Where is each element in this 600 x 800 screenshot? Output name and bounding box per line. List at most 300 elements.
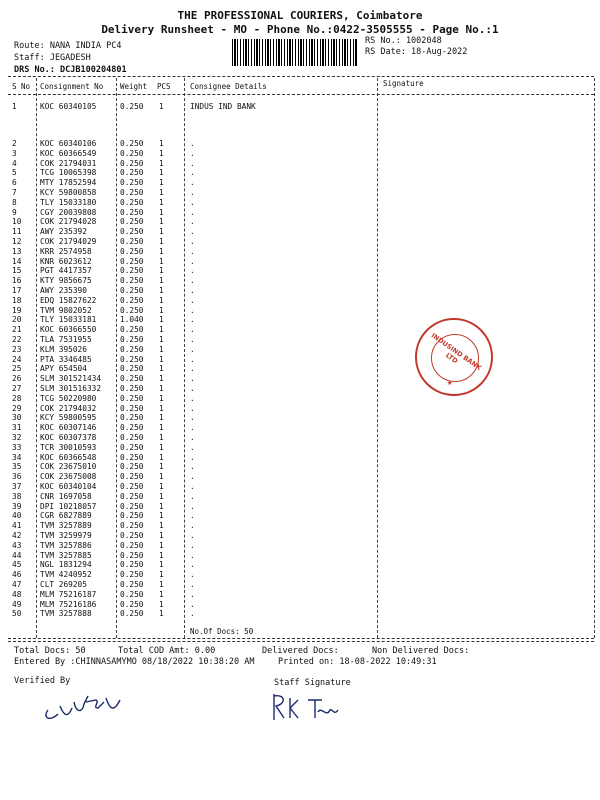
row-sno: 21 xyxy=(12,325,22,335)
weight: 0.250 xyxy=(120,256,144,266)
table-row xyxy=(0,551,600,561)
pcs: 1 xyxy=(159,237,164,246)
table-row xyxy=(0,355,600,365)
weight: 0.250 xyxy=(120,148,144,158)
weight: 0.250 xyxy=(120,384,144,393)
weight: 0.250 xyxy=(120,599,144,609)
consignment-no: KRR 2574958 xyxy=(40,246,92,256)
pcs: 1 xyxy=(159,276,164,286)
pcs: 1 xyxy=(159,217,164,227)
weight: 0.250 xyxy=(120,295,144,305)
pcs: 1 xyxy=(159,188,164,197)
table-row xyxy=(0,345,600,355)
row-sno: 23 xyxy=(12,344,22,354)
row-sno: 38 xyxy=(12,491,22,501)
pcs: 1 xyxy=(159,315,164,325)
consignment-no: SLM 301516332 xyxy=(40,384,102,393)
table-row xyxy=(0,178,600,188)
row-sno: 47 xyxy=(12,580,22,589)
row-sno: 36 xyxy=(12,472,22,482)
weight: 1.040 xyxy=(120,315,144,325)
weight: 0.250 xyxy=(120,335,144,344)
table-row xyxy=(0,404,600,414)
weight: 0.250 xyxy=(120,178,144,188)
row-sno: 45 xyxy=(12,560,22,570)
consignment-no: KOC 60366548 xyxy=(40,452,97,462)
weight: 0.250 xyxy=(120,305,144,315)
pcs: 1 xyxy=(159,452,164,462)
pcs: 1 xyxy=(159,589,164,599)
route-label: Route: NANA INDIA PC4 xyxy=(14,41,122,51)
stamp-text: INDUSIND BANK LTD xyxy=(429,331,483,372)
pcs: 1 xyxy=(159,374,164,384)
table-row xyxy=(0,188,600,198)
weight: 0.250 xyxy=(120,364,144,374)
document-title: THE PROFESSIONAL COURIERS, Coimbatore xyxy=(177,9,423,22)
table-row xyxy=(0,168,600,178)
pcs: 1 xyxy=(159,462,164,472)
row-sno: 43 xyxy=(12,540,22,550)
row-sno: 46 xyxy=(12,570,22,580)
table-row xyxy=(0,335,600,345)
table-row xyxy=(0,257,600,267)
table-row xyxy=(0,413,600,423)
consignee: . xyxy=(190,266,195,276)
table-row xyxy=(0,560,600,570)
weight: 0.250 xyxy=(120,344,144,354)
pcs: 1 xyxy=(159,384,164,393)
row-sno: 27 xyxy=(12,384,22,393)
consignment-no: KTY 9856675 xyxy=(40,276,92,286)
weight: 0.250 xyxy=(120,511,144,521)
consignee: . xyxy=(190,550,195,560)
pcs: 1 xyxy=(159,501,164,511)
consignee: . xyxy=(190,482,195,491)
consignee: . xyxy=(190,178,195,188)
pcs: 1 xyxy=(159,305,164,315)
weight: 0.250 xyxy=(120,462,144,472)
rs-date-label: RS Date: 18-Aug-2022 xyxy=(365,47,468,57)
pcs: 1 xyxy=(159,158,164,168)
consignment-no: KOC 60307146 xyxy=(40,423,97,433)
table-row xyxy=(0,227,600,237)
consignment-no: TCG 50220980 xyxy=(40,393,97,403)
total-docs: Total Docs: 50 xyxy=(14,646,86,656)
consignment-no: KNR 6023612 xyxy=(40,256,92,266)
row-sno: 44 xyxy=(12,550,22,560)
verified-by-label: Verified By xyxy=(14,676,71,686)
pcs: 1 xyxy=(159,403,164,413)
staff-signature-label: Staff Signature xyxy=(274,678,351,688)
column-pcs: PCS xyxy=(157,82,171,91)
table-row xyxy=(0,374,600,384)
consignment-no: TVM 3257889 xyxy=(40,521,92,531)
consignee: . xyxy=(190,364,195,374)
weight: 0.250 xyxy=(120,521,144,531)
consignment-no: TVM 9802052 xyxy=(40,305,92,315)
consignee: . xyxy=(190,521,195,531)
consignee: . xyxy=(190,158,195,168)
consignee: . xyxy=(190,433,195,442)
weight: 0.250 xyxy=(120,403,144,413)
weight: 0.250 xyxy=(120,472,144,482)
consignment-no: KOC 60307378 xyxy=(40,433,97,442)
row-sno: 28 xyxy=(12,393,22,403)
table-row xyxy=(0,159,600,169)
consignment-no: TCR 30010593 xyxy=(40,442,97,452)
consignee: . xyxy=(190,452,195,462)
weight: 0.250 xyxy=(120,168,144,178)
consignee: . xyxy=(190,491,195,501)
table-row xyxy=(0,247,600,257)
row-sno: 15 xyxy=(12,266,22,276)
pcs: 1 xyxy=(159,207,164,217)
weight: 0.250 xyxy=(120,102,144,111)
pcs: 1 xyxy=(159,344,164,354)
consignee: . xyxy=(190,560,195,570)
table-row xyxy=(0,531,600,541)
weight: 0.250 xyxy=(120,501,144,511)
consignee: INDUS IND BANK xyxy=(190,102,256,111)
consignment-no: KOC 60340104 xyxy=(40,482,97,491)
consignee: . xyxy=(190,609,195,619)
row-sno: 37 xyxy=(12,482,22,491)
row-sno: 9 xyxy=(12,207,17,217)
table-row xyxy=(0,296,600,306)
row-sno: 42 xyxy=(12,531,22,540)
pcs: 1 xyxy=(159,102,164,111)
consignment-no: AWY 235392 xyxy=(40,227,87,237)
row-sno: 10 xyxy=(12,217,22,227)
consignee: . xyxy=(190,207,195,217)
consignee: . xyxy=(190,295,195,305)
consignment-no: TVM 4240952 xyxy=(40,570,92,580)
consignee: . xyxy=(190,442,195,452)
row-sno: 41 xyxy=(12,521,22,531)
row-sno: 22 xyxy=(12,335,22,344)
pcs: 1 xyxy=(159,599,164,609)
pcs: 1 xyxy=(159,197,164,207)
row-sno: 48 xyxy=(12,589,22,599)
weight: 0.250 xyxy=(120,442,144,452)
consignment-no: CLT 269205 xyxy=(40,580,87,589)
weight: 0.250 xyxy=(120,197,144,207)
weight: 0.250 xyxy=(120,246,144,256)
table-row xyxy=(0,453,600,463)
consignment-no: KLM 395026 xyxy=(40,344,87,354)
consignment-no: KOC 60366549 xyxy=(40,148,97,158)
table-row xyxy=(0,482,600,492)
pcs: 1 xyxy=(159,540,164,550)
column-signature: Signature xyxy=(383,79,424,88)
delivered-docs: Delivered Docs: xyxy=(262,646,339,656)
consignee: . xyxy=(190,374,195,384)
table-row xyxy=(0,590,600,600)
consignment-no: TLY 15033181 xyxy=(40,315,97,325)
pcs: 1 xyxy=(159,364,164,374)
consignee: . xyxy=(190,148,195,158)
consignment-no: TVM 3257886 xyxy=(40,540,92,550)
pcs: 1 xyxy=(159,266,164,276)
consignee: . xyxy=(190,403,195,413)
consignment-no: MLM 75216187 xyxy=(40,589,97,599)
pcs: 1 xyxy=(159,178,164,188)
divider xyxy=(8,641,594,642)
consignment-no: AWY 235390 xyxy=(40,286,87,295)
consignment-no: COK 21794028 xyxy=(40,217,97,227)
table-row xyxy=(0,492,600,502)
row-sno: 3 xyxy=(12,148,17,158)
pcs: 1 xyxy=(159,246,164,256)
consignment-no: PGT 4417357 xyxy=(40,266,92,276)
consignee: . xyxy=(190,344,195,354)
pcs: 1 xyxy=(159,227,164,237)
weight: 0.250 xyxy=(120,540,144,550)
pcs: 1 xyxy=(159,550,164,560)
row-sno: 30 xyxy=(12,413,22,423)
table-row xyxy=(0,325,600,335)
pcs: 1 xyxy=(159,286,164,295)
pcs: 1 xyxy=(159,609,164,619)
consignment-no: TLY 15033180 xyxy=(40,197,97,207)
weight: 0.250 xyxy=(120,482,144,491)
consignee: . xyxy=(190,276,195,286)
row-sno: 5 xyxy=(12,168,17,178)
table-row xyxy=(0,286,600,296)
column-consignee: Consignee Details xyxy=(190,82,267,91)
table-row xyxy=(0,541,600,551)
row-sno: 18 xyxy=(12,295,22,305)
weight: 0.250 xyxy=(120,413,144,423)
pcs: 1 xyxy=(159,521,164,531)
consignment-no: TVM 3259979 xyxy=(40,531,92,540)
row-sno: 12 xyxy=(12,237,22,246)
consignment-no: CNR 1697058 xyxy=(40,491,92,501)
row-sno: 40 xyxy=(12,511,22,521)
document-subtitle: Delivery Runsheet - MO - Phone No.:0422-3505555 - Page No.:1 xyxy=(101,23,499,36)
weight: 0.250 xyxy=(120,531,144,540)
weight: 0.250 xyxy=(120,139,144,148)
consignment-no: TCG 10065398 xyxy=(40,168,97,178)
row-sno: 35 xyxy=(12,462,22,472)
pcs: 1 xyxy=(159,148,164,158)
row-sno: 4 xyxy=(12,158,17,168)
consignee: . xyxy=(190,227,195,237)
table-row xyxy=(0,315,600,325)
column-consignment: Consignment No xyxy=(40,82,104,91)
pcs: 1 xyxy=(159,472,164,482)
barcode-icon xyxy=(232,39,357,66)
row-sno: 6 xyxy=(12,178,17,188)
table-row xyxy=(0,217,600,227)
weight: 0.250 xyxy=(120,609,144,619)
drs-label: DRS No.: DCJB100204801 xyxy=(14,65,127,75)
column-sno: S No xyxy=(12,82,31,91)
row-sno: 2 xyxy=(12,139,17,148)
consignment-no: COK 23675010 xyxy=(40,462,97,472)
table-row xyxy=(0,502,600,512)
consignee: . xyxy=(190,501,195,511)
row-sno: 24 xyxy=(12,354,22,364)
weight: 0.250 xyxy=(120,423,144,433)
pcs: 1 xyxy=(159,482,164,491)
rs-no-label: RS No.: 1002048 xyxy=(365,36,442,46)
consignment-no: EDQ 15827622 xyxy=(40,295,97,305)
table-row xyxy=(0,266,600,276)
pcs: 1 xyxy=(159,256,164,266)
consignee: . xyxy=(190,589,195,599)
pcs: 1 xyxy=(159,354,164,364)
table-row xyxy=(0,208,600,218)
consignee: . xyxy=(190,246,195,256)
consignment-no: TLA 7531955 xyxy=(40,335,92,344)
pcs: 1 xyxy=(159,295,164,305)
consignment-no: NGL 1831294 xyxy=(40,560,92,570)
pcs: 1 xyxy=(159,413,164,423)
weight: 0.250 xyxy=(120,589,144,599)
row-sno: 50 xyxy=(12,609,22,619)
pcs: 1 xyxy=(159,580,164,589)
table-row xyxy=(0,511,600,521)
consignee: . xyxy=(190,217,195,227)
table-row xyxy=(0,306,600,316)
star-icon: ★ xyxy=(447,378,453,388)
pcs: 1 xyxy=(159,335,164,344)
staff-signature xyxy=(268,690,348,726)
weight: 0.250 xyxy=(120,266,144,276)
consignment-no: KCY 59800858 xyxy=(40,188,97,197)
row-sno: 14 xyxy=(12,256,22,266)
consignment-no: TVM 3257885 xyxy=(40,550,92,560)
consignee: . xyxy=(190,315,195,325)
column-weight: Weight xyxy=(120,82,148,91)
weight: 0.250 xyxy=(120,452,144,462)
entered-by: Entered By :CHINNASAMYMO 08/18/2022 10:38:20 AM xyxy=(14,657,255,667)
weight: 0.250 xyxy=(120,188,144,197)
bank-stamp xyxy=(415,318,493,396)
consignee: . xyxy=(190,570,195,580)
consignment-no: DPI 10218057 xyxy=(40,501,97,511)
consignment-no: MTY 17852594 xyxy=(40,178,97,188)
weight: 0.250 xyxy=(120,374,144,384)
pcs: 1 xyxy=(159,423,164,433)
consignee: . xyxy=(190,286,195,295)
consignment-no: CGY 20039808 xyxy=(40,207,97,217)
weight: 0.250 xyxy=(120,354,144,364)
weight: 0.250 xyxy=(120,550,144,560)
consignee: . xyxy=(190,197,195,207)
weight: 0.250 xyxy=(120,276,144,286)
consignee: . xyxy=(190,462,195,472)
consignee: . xyxy=(190,599,195,609)
row-sno: 33 xyxy=(12,442,22,452)
row-sno: 26 xyxy=(12,374,22,384)
consignee: . xyxy=(190,580,195,589)
consignee: . xyxy=(190,325,195,335)
divider xyxy=(8,638,594,639)
pcs: 1 xyxy=(159,531,164,540)
table-row xyxy=(0,472,600,482)
weight: 0.250 xyxy=(120,580,144,589)
consignee: . xyxy=(190,305,195,315)
weight: 0.250 xyxy=(120,491,144,501)
non-delivered-docs: Non Delivered Docs: xyxy=(372,646,470,656)
weight: 0.250 xyxy=(120,207,144,217)
verifier-signature xyxy=(40,688,140,728)
table-row xyxy=(0,423,600,433)
table-row xyxy=(0,102,600,112)
consignment-no: KCY 59800595 xyxy=(40,413,97,423)
pcs: 1 xyxy=(159,511,164,521)
table-row xyxy=(0,237,600,247)
table-row xyxy=(0,384,600,394)
table-row xyxy=(0,609,600,619)
table-row xyxy=(0,198,600,208)
row-sno: 25 xyxy=(12,364,22,374)
table-row xyxy=(0,462,600,472)
row-sno: 20 xyxy=(12,315,22,325)
table-row xyxy=(0,600,600,610)
consignee: . xyxy=(190,531,195,540)
weight: 0.250 xyxy=(120,237,144,246)
row-sno: 1 xyxy=(12,102,17,111)
row-sno: 17 xyxy=(12,286,22,295)
weight: 0.250 xyxy=(120,227,144,237)
consignee: . xyxy=(190,384,195,393)
consignee: . xyxy=(190,335,195,344)
row-sno: 8 xyxy=(12,197,17,207)
weight: 0.250 xyxy=(120,393,144,403)
total-cod: Total COD Amt: 0.00 xyxy=(118,646,216,656)
consignee: . xyxy=(190,256,195,266)
consignment-no: PTA 3346485 xyxy=(40,354,92,364)
consignee: . xyxy=(190,511,195,521)
divider xyxy=(8,94,594,95)
consignment-no: COK 21794031 xyxy=(40,158,97,168)
weight: 0.250 xyxy=(120,286,144,295)
consignee: . xyxy=(190,188,195,197)
pcs: 1 xyxy=(159,442,164,452)
consignee: . xyxy=(190,540,195,550)
staff-label: Staff: JEGADESH xyxy=(14,53,91,63)
consignee: . xyxy=(190,168,195,178)
weight: 0.250 xyxy=(120,158,144,168)
table-row xyxy=(0,580,600,590)
consignment-no: KOC 60366550 xyxy=(40,325,97,335)
row-sno: 11 xyxy=(12,227,22,237)
pcs: 1 xyxy=(159,560,164,570)
pcs: 1 xyxy=(159,433,164,442)
consignment-no: COK 21794029 xyxy=(40,237,97,246)
weight: 0.250 xyxy=(120,433,144,442)
table-row xyxy=(0,394,600,404)
consignment-no: MLM 75216186 xyxy=(40,599,97,609)
divider xyxy=(8,76,594,77)
consignment-no: KOC 60340106 xyxy=(40,139,97,148)
row-sno: 19 xyxy=(12,305,22,315)
consignment-no: CGR 6827889 xyxy=(40,511,92,521)
row-sno: 13 xyxy=(12,246,22,256)
row-sno: 31 xyxy=(12,423,22,433)
row-sno: 32 xyxy=(12,433,22,442)
consignee: . xyxy=(190,423,195,433)
table-row xyxy=(0,364,600,374)
printed-on: Printed on: 18-08-2022 10:49:31 xyxy=(278,657,437,667)
consignee: . xyxy=(190,237,195,246)
table-row xyxy=(0,139,600,149)
consignment-no: SLM 301521434 xyxy=(40,374,102,384)
pcs: 1 xyxy=(159,570,164,580)
